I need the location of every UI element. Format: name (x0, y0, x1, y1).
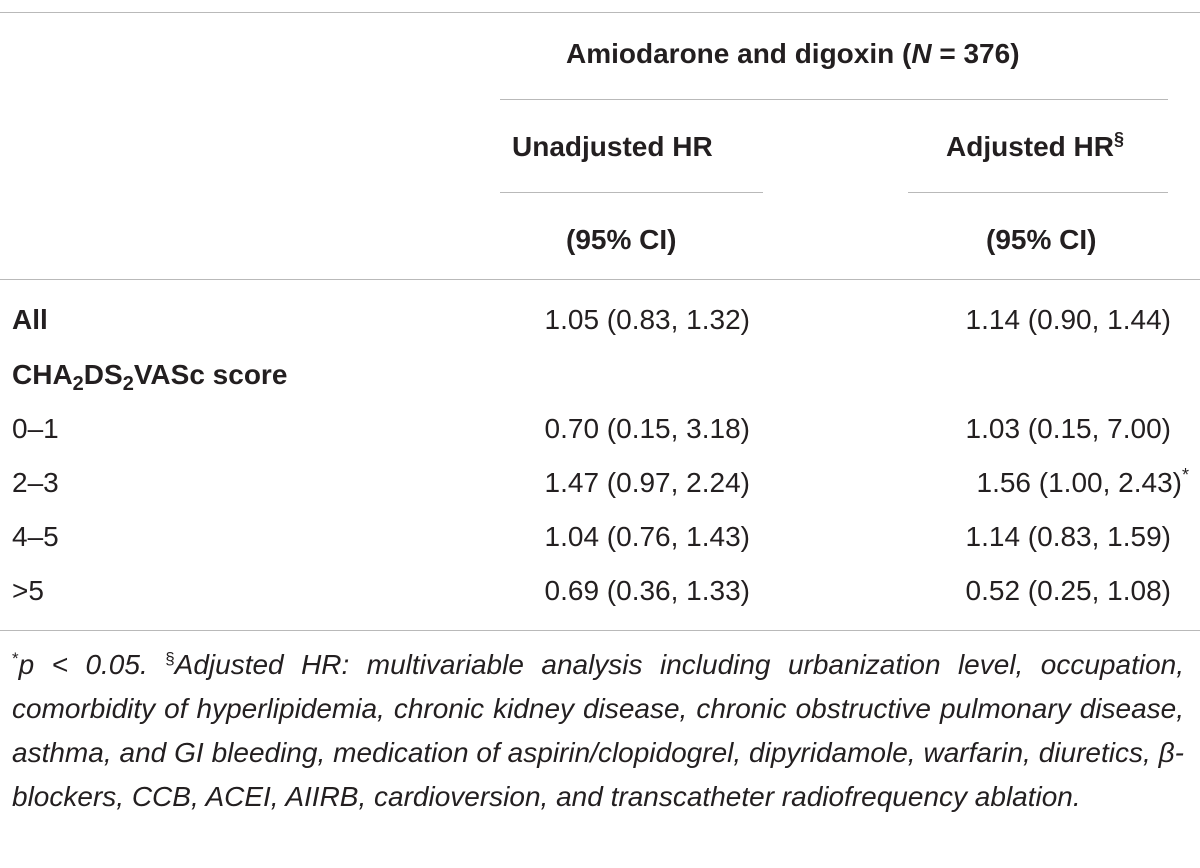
cell-all-adjusted: 1.14 (0.90, 1.44) (965, 304, 1171, 335)
cell-gt5-adjusted: 0.52 (0.25, 1.08) (965, 575, 1171, 606)
score-heading: $CHA_2DS_2VASc$ score (12, 359, 288, 395)
cell-0-1-unadjusted: 0.70 (0.15, 3.18) (544, 413, 750, 444)
cell-all-unadjusted: 1.05 (0.83, 1.32) (544, 304, 750, 335)
group-header-rule (500, 99, 1168, 100)
cell-4-5-adjusted: 1.14 (0.83, 1.59) (965, 521, 1171, 552)
cell-gt5-unadjusted: 0.69 (0.36, 1.33) (544, 575, 750, 606)
cell-4-5-unadjusted: 1.04 (0.76, 1.43) (544, 521, 750, 552)
adjusted-hr-header: Adjusted HR§ (946, 129, 1125, 162)
group-header: Amiodarone and digoxin (N = 376) (566, 38, 1020, 69)
adjusted-header-rule (908, 192, 1168, 193)
row-label-0-1: 0–1 (12, 413, 59, 444)
row-label-all: All (12, 304, 48, 335)
header-bottom-rule (0, 279, 1200, 280)
row-label-4-5: 4–5 (12, 521, 59, 552)
adjusted-ci-header: (95% CI) (986, 224, 1097, 255)
cell-2-3-adjusted: 1.56 (1.00, 2.43)* (976, 465, 1189, 498)
unadjusted-ci-header: (95% CI) (566, 224, 677, 255)
section-mark: § (1114, 129, 1125, 149)
table-bottom-rule (0, 630, 1200, 631)
row-label-2-3: 2–3 (12, 467, 59, 498)
significance-mark: * (1181, 465, 1189, 485)
table-top-rule (0, 12, 1200, 13)
cell-0-1-adjusted: 1.03 (0.15, 7.00) (965, 413, 1171, 444)
table-footnote: *p < 0.05. §Adjusted HR: multivariable analysis including urbanization level, occupation, comorbidity of hyperlipidemia, chronic kidney disease, chronic obstructive pulmonary disease, asthma, and GI bleeding, medication of aspirin/clopidogrel, dipyridamole, warfarin, diuretics, β-blockers, CCB, ACEI, AIIRB, cardioversion, and transcatheter radiofrequency ablation. (12, 649, 1184, 812)
cell-2-3-unadjusted: 1.47 (0.97, 2.24) (544, 467, 750, 498)
unadjusted-hr-header: Unadjusted HR (512, 131, 713, 162)
row-label-gt5: >5 (12, 575, 44, 606)
unadjusted-header-rule (500, 192, 763, 193)
